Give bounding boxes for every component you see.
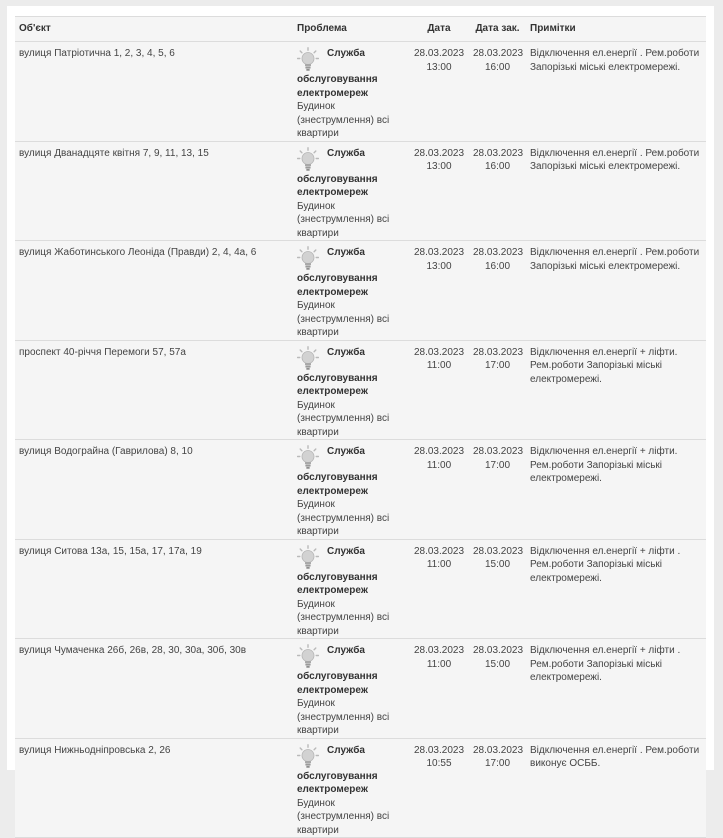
notes-cell [526, 241, 706, 341]
start-date: 28.03.2023 [413, 346, 465, 358]
object-address: вулиця Жаботинського Леоніда (Правди) 2, 4, 4а, 6 [19, 247, 257, 258]
problem-cell [293, 141, 409, 241]
start-date-cell [409, 340, 469, 440]
table-row [15, 738, 706, 838]
service-block [297, 346, 405, 440]
start-date-cell [409, 539, 469, 639]
service-name: Служба обслуговування електромереж [297, 48, 378, 99]
outage-description: Будинок (знеструмлення) всі квартири [297, 300, 390, 338]
table-row [15, 241, 706, 341]
start-date: 28.03.2023 [413, 545, 465, 557]
end-date-cell [469, 42, 526, 142]
table-row [15, 42, 706, 142]
start-date-cell [409, 141, 469, 241]
object-cell [15, 738, 293, 838]
notes-text: Відключення ел.енергії + ліфти. Рем.роботи Запорізькі міські електромережі. [530, 446, 678, 484]
start-date: 28.03.2023 [413, 744, 465, 756]
notes-text: Відключення ел.енергії . Рем.роботи Запорізькі міські електромережі. [530, 247, 700, 272]
start-time: 13:00 [426, 161, 452, 172]
table-row [15, 340, 706, 440]
start-date-cell [409, 440, 469, 540]
start-time: 11:00 [426, 360, 452, 371]
object-address: проспект 40-річчя Перемоги 57, 57а [19, 346, 186, 358]
problem-cell [293, 340, 409, 440]
object-address: вулиця Чумаченка 26б, 26в, 28, 30, 30а, 30б, 30в [19, 645, 247, 656]
outage-description: Будинок (знеструмлення) всі квартири [297, 101, 390, 139]
outage-description: Будинок (знеструмлення) всі квартири [297, 797, 390, 836]
problem-cell [293, 241, 409, 341]
service-block [297, 545, 405, 639]
column-header-object[interactable]: Об'єкт [15, 17, 293, 42]
end-time: 15:00 [484, 559, 511, 570]
notes-text: Відключення ел.енергії + ліфти . Рем.роботи Запорізькі міські електромережі. [530, 645, 681, 683]
outages-panel [7, 6, 714, 836]
object-address: вулиця Дванадцяте квітня 7, 9, 11, 13, 15 [19, 147, 209, 159]
end-time: 16:00 [484, 61, 511, 73]
start-time: 13:00 [426, 61, 452, 73]
end-time: 17:00 [484, 758, 511, 769]
service-block [297, 445, 405, 539]
outage-description: Будинок (знеструмлення) всі квартири [297, 200, 390, 239]
end-date: 28.03.2023 [473, 446, 524, 457]
object-cell [15, 440, 293, 540]
problem-cell [293, 440, 409, 540]
lightbulb-icon [297, 545, 319, 571]
lightbulb-icon [297, 644, 319, 670]
outage-description: Будинок (знеструмлення) всі квартири [297, 399, 390, 438]
outage-description: Будинок (знеструмлення) всі квартири [297, 598, 390, 637]
end-time: 15:00 [484, 658, 511, 670]
end-time: 17:00 [484, 360, 511, 371]
end-date-cell [469, 639, 526, 739]
notes-cell [526, 141, 706, 241]
start-time: 10:55 [426, 758, 452, 769]
notes-cell [526, 738, 706, 838]
object-address: вулиця Патріотична 1, 2, 3, 4, 5, 6 [19, 48, 175, 59]
end-date-cell [469, 738, 526, 838]
service-block [297, 147, 405, 241]
start-date: 28.03.2023 [413, 247, 465, 258]
start-date-cell [409, 42, 469, 142]
column-header-problem[interactable]: Проблема [293, 17, 409, 42]
end-date-cell [469, 141, 526, 241]
service-block [297, 744, 405, 838]
object-cell [15, 42, 293, 142]
start-date-cell [409, 639, 469, 739]
lightbulb-icon [297, 744, 319, 770]
end-date: 28.03.2023 [473, 645, 524, 656]
start-date: 28.03.2023 [413, 48, 465, 59]
end-date: 28.03.2023 [473, 48, 524, 59]
problem-cell [293, 639, 409, 739]
table-header-row [15, 17, 706, 42]
service-block [297, 246, 405, 340]
end-date-cell [469, 340, 526, 440]
end-date-cell [469, 539, 526, 639]
end-date: 28.03.2023 [473, 147, 524, 159]
service-name: Служба обслуговування електромереж [297, 247, 378, 298]
end-date-cell [469, 440, 526, 540]
end-time: 16:00 [484, 161, 511, 172]
start-date-cell [409, 738, 469, 838]
service-name: Служба обслуговування електромереж [297, 545, 378, 596]
end-date: 28.03.2023 [473, 744, 524, 756]
end-time: 16:00 [484, 260, 511, 272]
service-block [297, 644, 405, 738]
service-name: Служба обслуговування електромереж [297, 446, 378, 497]
object-cell [15, 340, 293, 440]
notes-text: Відключення ел.енергії . Рем.роботи Запорізькі міські електромережі. [530, 48, 700, 73]
end-date: 28.03.2023 [473, 545, 524, 557]
lightbulb-icon [297, 445, 319, 471]
service-block [297, 47, 405, 141]
notes-text: Відключення ел.енергії + ліфти. Рем.роботи Запорізькі міські електромережі. [530, 346, 678, 385]
start-time: 11:00 [426, 658, 452, 670]
start-time: 13:00 [426, 260, 452, 272]
notes-cell [526, 340, 706, 440]
table-row [15, 141, 706, 241]
object-cell [15, 241, 293, 341]
lightbulb-icon [297, 346, 319, 372]
end-time: 17:00 [484, 459, 511, 471]
object-cell [15, 639, 293, 739]
start-time: 11:00 [426, 459, 452, 471]
lightbulb-icon [297, 246, 319, 272]
service-name: Служба обслуговування електромереж [297, 645, 378, 696]
start-time: 11:00 [426, 559, 452, 570]
table-row [15, 639, 706, 739]
end-date-cell [469, 241, 526, 341]
problem-cell [293, 738, 409, 838]
service-name: Служба обслуговування електромереж [297, 147, 378, 198]
object-cell [15, 141, 293, 241]
notes-text: Відключення ел.енергії + ліфти . Рем.роботи Запорізькі міські електромережі. [530, 545, 681, 584]
notes-cell [526, 440, 706, 540]
end-date: 28.03.2023 [473, 346, 524, 358]
outage-description: Будинок (знеструмлення) всі квартири [297, 499, 390, 537]
notes-cell [526, 639, 706, 739]
column-header-notes[interactable]: Примітки [526, 17, 706, 42]
notes-cell [526, 539, 706, 639]
service-name: Служба обслуговування електромереж [297, 744, 378, 795]
outage-description: Будинок (знеструмлення) всі квартири [297, 698, 390, 736]
notes-text: Відключення ел.енергії . Рем.роботи Запорізькі міські електромережі. [530, 147, 700, 172]
notes-text: Відключення ел.енергії . Рем.роботи виконує ОСББ. [530, 744, 700, 769]
problem-cell [293, 539, 409, 639]
start-date-cell [409, 241, 469, 341]
lightbulb-icon [297, 147, 319, 173]
outages-table [15, 16, 706, 838]
service-name: Служба обслуговування електромереж [297, 346, 378, 397]
object-cell [15, 539, 293, 639]
start-date: 28.03.2023 [413, 645, 465, 656]
column-header-end-date[interactable]: Дата зак. [469, 17, 526, 42]
object-address: вулиця Ситова 13а, 15, 15а, 17, 17а, 19 [19, 545, 202, 557]
start-date: 28.03.2023 [413, 446, 465, 457]
lightbulb-icon [297, 47, 319, 73]
problem-cell [293, 42, 409, 142]
object-address: вулиця Нижньодніпровська 2, 26 [19, 744, 171, 756]
column-header-date[interactable]: Дата [409, 17, 469, 42]
notes-cell [526, 42, 706, 142]
table-row [15, 440, 706, 540]
object-address: вулиця Водограйна (Гаврилова) 8, 10 [19, 446, 193, 457]
end-date: 28.03.2023 [473, 247, 524, 258]
table-row [15, 539, 706, 639]
start-date: 28.03.2023 [413, 147, 465, 159]
